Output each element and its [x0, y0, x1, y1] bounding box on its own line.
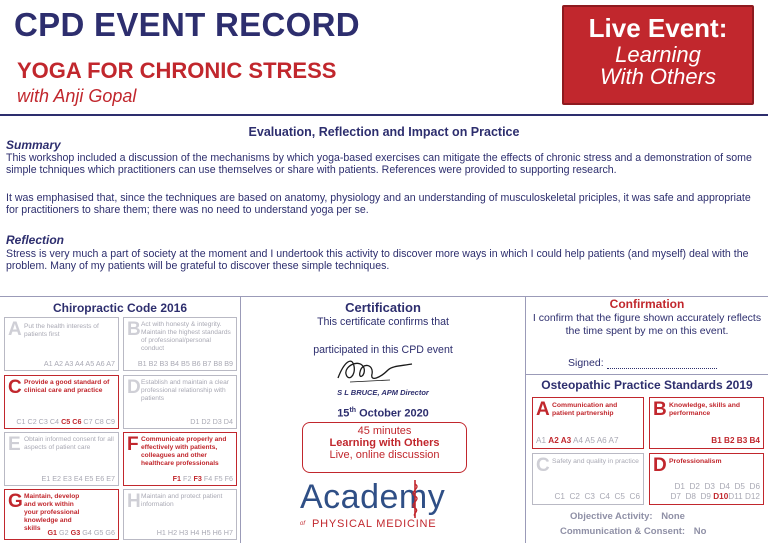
summary-heading: Summary: [6, 138, 61, 152]
chiro-box-g: [4, 489, 119, 540]
chiro-desc-f: Communicate properly and effectively with patients, colleagues and other healthcare professionals: [141, 436, 227, 467]
osteo-codes-a: A1 A2 A3 A4 A5 A6 A7: [536, 436, 619, 445]
logo-main-text: Academy: [300, 478, 446, 516]
summary-paragraph-2: It was emphasised that, since the techniques are based on anatomy, physiology and an understanding of musculoskeletal priciples, it was safe and appropriate for practitioners to share them; there was no need to understand yoga per se.: [6, 192, 751, 217]
chiro-desc-h: Maintain and protect patient information: [141, 493, 223, 508]
comm-label: Communication & Consent:: [560, 526, 686, 537]
live-event-type-line1: Learning: [615, 42, 701, 67]
course-title: YOGA FOR CHRONIC STRESS: [17, 58, 337, 83]
chiro-letter-d: D: [127, 377, 141, 398]
certification-line-2: participated in this CPD event: [313, 344, 453, 356]
osteo-codes-d: D1 D2 D3 D4 D5 D6 D7 D8 D9 D10D11 D12: [670, 482, 760, 501]
chiro-letter-e: E: [8, 434, 21, 455]
summary-paragraph-1: This workshop included a discussion of the mechanisms by which yoga-based exercises can mitigate the effects of chronic stress and a demonstration of some simple tchniques which practitioners can use themselves or share with patients. References were provided to supporting research.: [6, 152, 752, 177]
chiro-desc-b: Act with honesty & integrity. Maintain the highest standards of professional/personal conduct: [141, 321, 231, 352]
signature-image: [330, 352, 420, 388]
chiro-letter-b: B: [127, 319, 141, 340]
osteo-letter-b: B: [653, 399, 667, 420]
objective-activity: [570, 511, 685, 522]
osteo-letter-d: D: [653, 455, 667, 476]
evaluation-heading: Evaluation, Reflection and Impact on Practice: [248, 125, 520, 139]
chiro-letter-h: H: [127, 491, 141, 512]
objective-label: Objective Activity:: [570, 511, 653, 522]
osteo-desc-a: Communication and patient partnership: [552, 402, 618, 417]
chiro-box-b: [123, 317, 237, 371]
chiro-box-a: [4, 317, 119, 371]
confirmation-divider: [526, 374, 768, 375]
live-event-badge: [562, 5, 754, 105]
caduceus-icon: [406, 478, 424, 520]
chiro-desc-d: Establish and maintain a clear professional relationship with patients: [141, 379, 229, 402]
confirmation-title: Confirmation: [609, 297, 685, 311]
live-event-label: Live Event:: [588, 13, 728, 43]
reflection-paragraph: Stress is very much a part of society at the moment and I undertook this activity to discover more ways in which I could help patients (and myself) deal with the problem. Many of my patients will be grateful to discover these simple techniques.: [6, 248, 749, 273]
chiro-desc-e: Obtain informed consent for all aspects of patient care: [24, 436, 114, 451]
page-title: CPD EVENT RECORD: [14, 6, 360, 43]
event-type: Learning with Others: [329, 437, 440, 449]
osteo-box-b: [649, 397, 764, 449]
event-duration: 45 minutes: [357, 425, 412, 437]
chiro-codes-c: C1 C2 C3 C4 C5 C6 C7 C8 C9: [16, 417, 115, 426]
chiro-codes-a: A1 A2 A3 A4 A5 A6 A7: [43, 359, 115, 368]
signature-line[interactable]: [607, 368, 717, 369]
osteo-codes-c: C1 C2 C3 C4 C5 C6: [554, 492, 640, 501]
confirmation-text: I confirm that the figure shown accurately reflects the time spent by me on this event.: [532, 312, 762, 337]
chiro-box-f: [123, 432, 237, 486]
chiro-codes-e: E1 E2 E3 E4 E5 E6 E7: [41, 474, 115, 483]
chiro-code-title: Chiropractic Code 2016: [52, 301, 188, 315]
column-divider-left: [240, 296, 241, 543]
certification-line-1: This certificate confirms that: [317, 316, 449, 328]
chiro-box-c: [4, 375, 119, 429]
column-divider-right: [525, 296, 526, 543]
live-event-type-line2: With Others: [600, 64, 716, 89]
reflection-heading: Reflection: [6, 233, 65, 247]
event-format: Live, online discussion: [329, 449, 440, 461]
objective-value: None: [661, 511, 685, 522]
osteo-box-d: [649, 453, 764, 505]
chiro-letter-f: F: [127, 434, 139, 455]
osteo-desc-b: Knowledge, skills and performance: [669, 402, 741, 417]
chiro-box-d: [123, 375, 237, 429]
signer-name: S L BRUCE, APM Director: [337, 388, 429, 397]
chiro-box-h: [123, 489, 237, 540]
certification-title: Certification: [345, 300, 421, 315]
chiro-desc-a: Put the health interests of patients first: [24, 323, 99, 338]
signed-label: Signed:: [568, 357, 604, 369]
event-date: 15th October 2020: [337, 407, 429, 420]
chiro-letter-c: C: [8, 377, 22, 398]
osteo-codes-b: B1 B2 B3 B4: [711, 436, 760, 445]
presenter-name: with Anji Gopal: [17, 86, 137, 106]
osteo-standards-title: Osteopathic Practice Standards 2019: [541, 378, 753, 392]
academy-logo: [294, 478, 474, 540]
chiro-codes-g: G1 G2 G3 G4 G5 G6: [47, 528, 115, 537]
logo-sub-text: PHYSICAL MEDICINE: [312, 518, 437, 530]
osteo-desc-d: Professionalism: [669, 458, 722, 465]
chiro-codes-f: F1 F2 F3 F4 F5 F6: [172, 474, 233, 483]
chiro-desc-g: Maintain, develop and work within your professional knowledge and skills: [24, 493, 80, 532]
chiro-desc-c: Provide a good standard of clinical care and practice: [24, 379, 110, 394]
osteo-box-a: [532, 397, 644, 449]
chiro-codes-b: B1 B2 B3 B4 B5 B6 B7 B8 B9: [137, 359, 233, 368]
chiro-codes-h: H1 H2 H3 H4 H5 H6 H7: [156, 528, 233, 537]
chiro-letter-a: A: [8, 319, 22, 340]
osteo-letter-a: A: [536, 399, 550, 420]
logo-of-text: of: [300, 521, 306, 527]
osteo-box-c: [532, 453, 644, 505]
chiro-letter-g: G: [8, 491, 23, 512]
comm-value: No: [693, 526, 707, 537]
header-divider: [0, 114, 768, 116]
event-details-box: [302, 422, 467, 473]
chiro-codes-d: D1 D2 D3 D4: [190, 417, 233, 426]
chiro-box-e: [4, 432, 119, 486]
osteo-desc-c: Safety and quality in practice: [552, 458, 639, 465]
communication-consent: [560, 526, 706, 537]
osteo-letter-c: C: [536, 455, 550, 476]
